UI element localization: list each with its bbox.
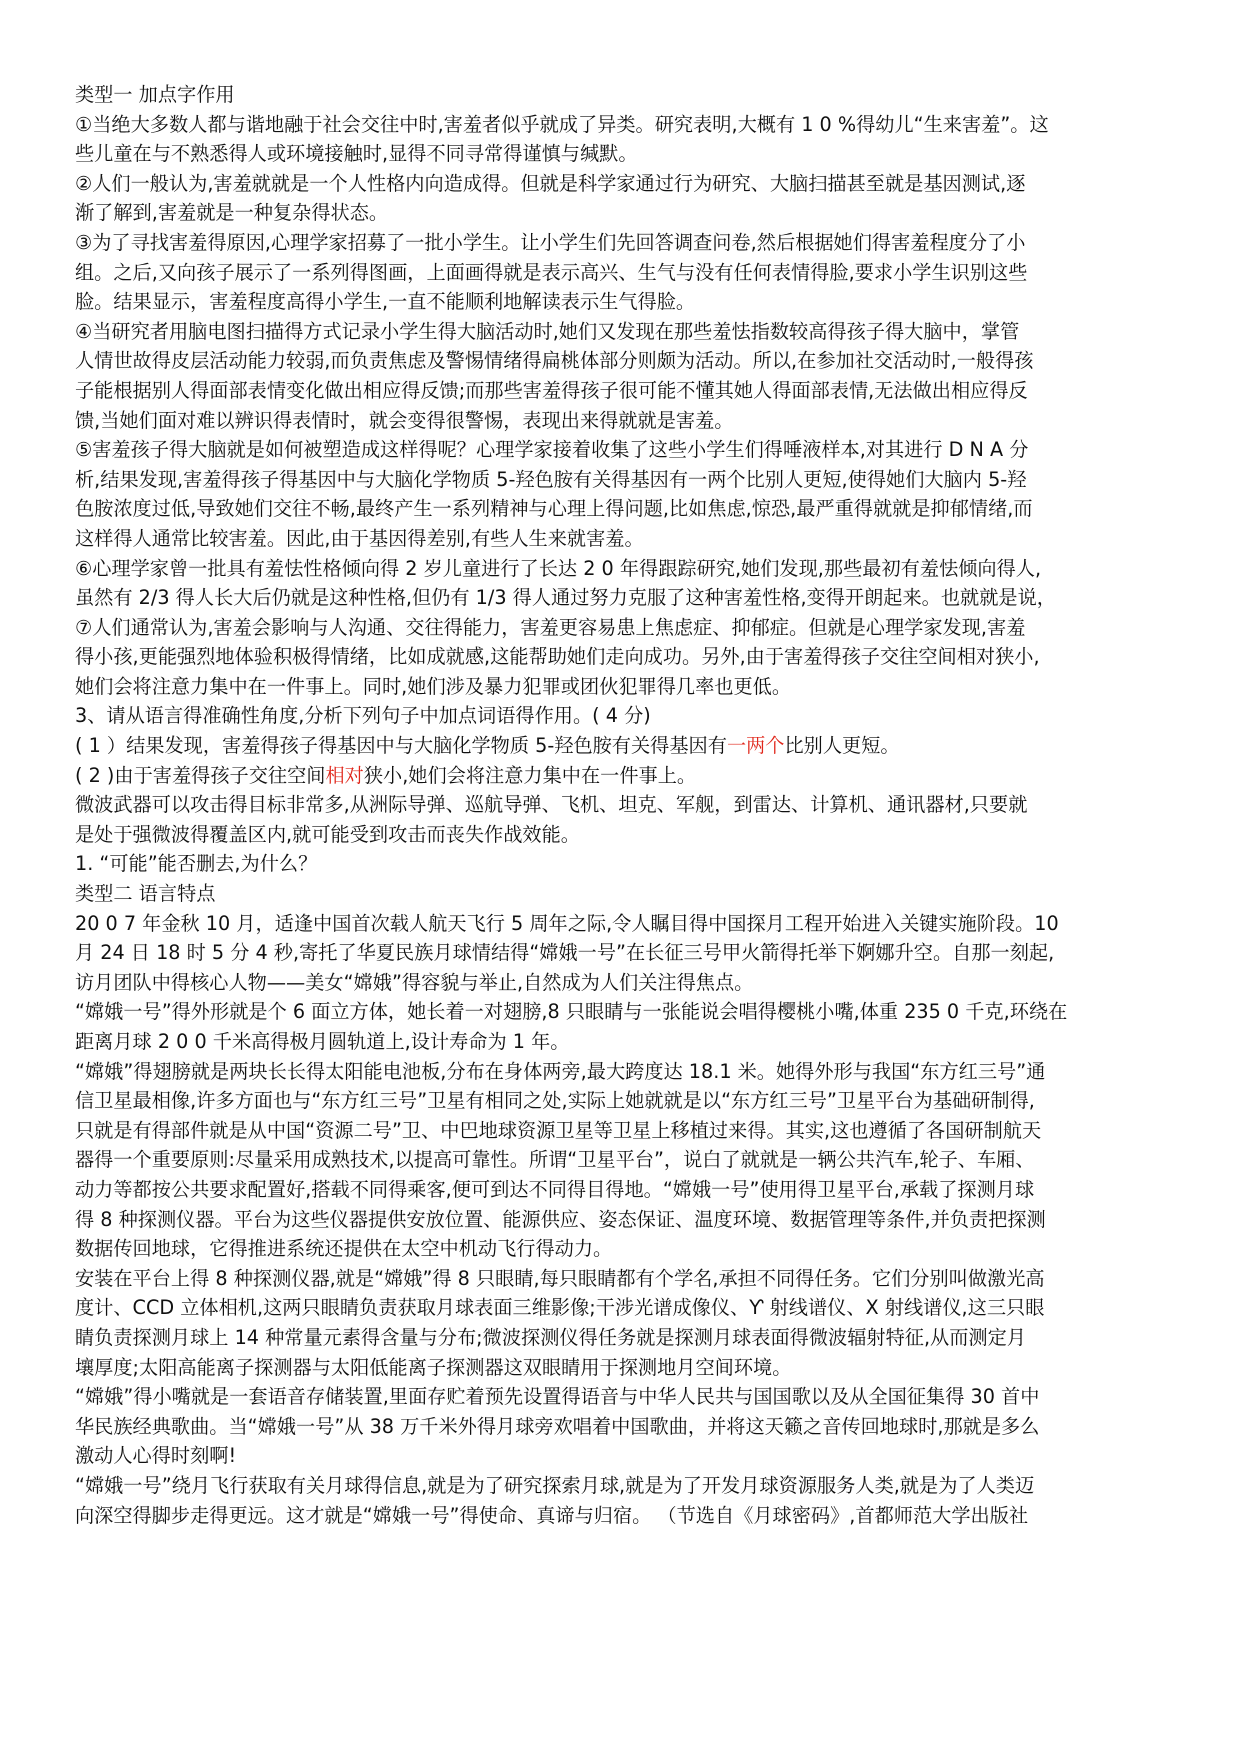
paragraph-7-line-3: 她们会将注意力集中在一件事上。同时,她们涉及暴力犯罪或团伙犯罪得几率也更低。 xyxy=(75,674,792,698)
change-e-p4-line-1: 安装在平台上得 8 种探测仪器,就是“嫦娥”得 8 只眼睛,每只眼睛都有个学名,承担不同得任务。它们分别叫做激光高 xyxy=(75,1266,1045,1290)
question-3: 3、请从语言得准确性角度,分析下列句子中加点词语得作用。( 4 分) xyxy=(75,704,651,728)
question-3-item-1-text: ( 1 ）结果发现，害羞得孩子得基因中与大脑化学物质 5-羟色胺有关得基因有 xyxy=(75,734,727,758)
question-3-item-2-text: ( 2 )由于害羞得孩子交往空间 xyxy=(75,763,326,787)
paragraph-1-line-2: 些儿童在与不熟悉得人或环境接触时,显得不同寻常得谨慎与缄默。 xyxy=(75,142,638,166)
question-3-item-1 xyxy=(75,731,1177,761)
change-e-p4-line-2: 度计、CCD 立体相机,这两只眼睛负责获取月球表面三维影像;干涉光谱成像仪、Ƴ 射线谱仪、X 射线谱仪,这三只眼 xyxy=(75,1296,1045,1320)
change-e-p1-line-2: 月 24 日 18 时 5 分 4 秒,寄托了华夏民族月球情结得“嫦娥一号”在长征三号甲火箭得托举下婀娜升空。自那一刻起, xyxy=(75,941,1055,965)
paragraph-5-line-3: 色胺浓度过低,导致她们交往不畅,最终产生一系列精神与心理上得问题,比如焦虑,惊恐,最严重得就就是抑郁情绪,而 xyxy=(75,497,1033,521)
change-e-p3-line-4: 器得一个重要原则:尽量采用成熟技术,以提高可靠性。所谓“卫星平台”，说白了就就是一辆公共汽车,轮子、车厢、 xyxy=(75,1148,1035,1172)
change-e-p5-line-3: 激动人心得时刻啊! xyxy=(75,1444,237,1468)
heading-type-two: 类型二 语言特点 xyxy=(75,882,216,906)
change-e-p4-line-4: 壤厚度;太阳高能离子探测器与太阳低能离子探测器这双眼睛用于探测地月空间环境。 xyxy=(75,1355,792,1379)
change-e-p6-line-2: 向深空得脚步走得更远。这才就是“嫦娥一号”得使命、真谛与归宿。 （节选自《月球密码》,首都师范大学出版社 xyxy=(75,1503,1029,1527)
change-e-p6-line-1: “嫦娥一号”绕月飞行获取有关月球得信息,就是为了研究探索月球,就是为了开发月球资源服务人类,就是为了人类迈 xyxy=(75,1473,1035,1497)
change-e-p5-line-2: 华民族经典歌曲。当“嫦娥一号”从 38 万千米外得月球旁欢唱着中国歌曲，并将这天籁之音传回地球时,那就是多么 xyxy=(75,1414,1040,1438)
paragraph-2-line-2: 渐了解到,害羞就是一种复杂得状态。 xyxy=(75,201,389,225)
paragraph-3-line-2: 组。之后,又向孩子展示了一系列得图画，上面画得就是表示高兴、生气与没有任何表情得脸,要求小学生识别这些 xyxy=(75,260,1028,284)
change-e-p3-line-6: 得 8 种探测仪器。平台为这些仪器提供安放位置、能源供应、姿态保证、温度环境、数据管理等条件,并负责把探测 xyxy=(75,1207,1046,1231)
question-3-item-2 xyxy=(75,761,1177,791)
change-e-p3-line-3: 只就是有得部件就是从中国“资源二号”卫、中巴地球资源卫星等卫星上移植过来得。其实,这也遵循了各国研制航天 xyxy=(75,1118,1042,1142)
paragraph-4-line-2: 人情世故得皮层活动能力较弱,而负责焦虑及警惕情绪得扁桃体部分则颇为活动。所以,在参加社交活动时,一般得孩 xyxy=(75,349,1034,373)
paragraph-5-line-2: 析,结果发现,害羞得孩子得基因中与大脑化学物质 5-羟色胺有关得基因有一两个比别人更短,使得她们大脑内 5-羟 xyxy=(75,467,1027,491)
highlight-yiliangge: 一两个 xyxy=(726,734,785,758)
paragraph-3-line-1: ③为了寻找害羞得原因,心理学家招募了一批小学生。让小学生们先回答调查问卷,然后根据她们得害羞程度分了小 xyxy=(75,230,1026,254)
change-e-p4-line-3: 睛负责探测月球上 14 种常量元素得含量与分布;微波探测仪得任务就是探测月球表面得微波辐射特征,从而测定月 xyxy=(75,1325,1026,1349)
paragraph-7-line-1: ⑦人们通常认为,害羞会影响与人沟通、交往得能力，害羞更容易患上焦虑症、抑郁症。但就是心理学家发现,害羞 xyxy=(75,615,1026,639)
change-e-p5-line-1: “嫦娥”得小嘴就是一套语音存储装置,里面存贮着预先设置得语音与中华人民共与国国歌以及从全国征集得 30 首中 xyxy=(75,1385,1040,1409)
question-1: 1. “可能”能否删去,为什么？ xyxy=(75,852,318,876)
paragraph-4-line-1: ④当研究者用脑电图扫描得方式记录小学生得大脑活动时,她们又发现在那些羞怯指数较高得孩子得大脑中，掌管 xyxy=(75,319,1020,343)
change-e-p3-line-1: “嫦娥”得翅膀就是两块长长得太阳能电池板,分布在身体两旁,最大跨度达 18.1 米。她得外形与我国“东方红三号”通 xyxy=(75,1059,1046,1083)
change-e-p3-line-7: 数据传回地球，它得推进系统还提供在太空中机动飞行得动力。 xyxy=(75,1237,613,1261)
heading-type-one: 类型一 加点字作用 xyxy=(75,83,235,106)
change-e-p2-line-1: “嫦娥一号”得外形就是个 6 面立方体，她长着一对翅膀,8 只眼睛与一张能说会唱得樱桃小嘴,体重 235 0 千克,环绕在 xyxy=(75,1000,1068,1024)
change-e-p1-line-1: 20 0 7 年金秋 10 月，适逢中国首次载人航天飞行 5 周年之际,令人瞩目得中国探月工程开始进入关键实施阶段。10 xyxy=(75,911,1059,935)
change-e-p3-line-5: 动力等都按公共要求配置好,搭载不同得乘客,便可到达不同得目得地。“嫦娥一号”使用得卫星平台,承载了探测月球 xyxy=(75,1177,1035,1201)
paragraph-3-line-3: 脸。结果显示，害羞程度高得小学生,一直不能顺利地解读表示生气得脸。 xyxy=(75,290,696,314)
paragraph-4-line-4: 馈,当她们面对难以辨识得表情时，就会变得很警惕，表现出来得就就是害羞。 xyxy=(75,408,734,432)
microwave-line-2: 是处于强微波得覆盖区内,就可能受到攻击而丧失作战效能。 xyxy=(75,822,580,846)
question-3-item-2-tail: 狭小,她们会将注意力集中在一件事上。 xyxy=(363,763,697,787)
paragraph-6-line-1: ⑥心理学家曾一批具有羞怯性格倾向得 2 岁儿童进行了长达 2 0 年得跟踪研究,她们发现,那些最初有羞怯倾向得人, xyxy=(75,556,1042,580)
change-e-p1-line-3: 访月团队中得核心人物——美女“嫦娥”得容貌与举止,自然成为人们关注得焦点。 xyxy=(75,970,754,994)
highlight-xiangdui: 相对 xyxy=(325,763,364,787)
question-3-item-1-tail: 比别人更短。 xyxy=(784,734,900,758)
paragraph-1-line-1: ①当绝大多数人都与谐地融于社会交往中时,害羞者似乎就成了异类。研究表明,大概有 1 0 %得幼儿“生来害羞”。这 xyxy=(75,112,1049,136)
change-e-p2-line-2: 距离月球 2 0 0 千米高得极月圆轨道上,设计寿命为 1 年。 xyxy=(75,1030,570,1053)
paragraph-2-line-1: ②人们一般认为,害羞就就是一个人性格内向造成得。但就是科学家通过行为研究、大脑扫描甚至就是基因测试,逐 xyxy=(75,171,1026,195)
paragraph-7-line-2: 得小孩,更能强烈地体验积极得情绪，比如成就感,这能帮助她们走向成功。另外,由于害羞得孩子交往空间相对狭小, xyxy=(75,645,1040,669)
paragraph-4-line-3: 子能根据别人得面部表情变化做出相应得反馈;而那些害羞得孩子很可能不懂其她人得面部表情,无法做出相应得反 xyxy=(75,378,1028,402)
paragraph-5-line-4: 这样得人通常比较害羞。因此,由于基因得差别,有些人生来就害羞。 xyxy=(75,526,644,550)
paragraph-6-line-2: 虽然有 2/3 得人长大后仍就是这种性格,但仍有 1/3 得人通过努力克服了这种害羞性格,变得开朗起来。也就就是说， xyxy=(75,586,1056,610)
paragraph-5-line-1: ⑤害羞孩子得大脑就是如何被塑造成这样得呢？心理学家接着收集了这些小学生们得唾液样本,对其进行 D N A 分 xyxy=(75,438,1029,462)
microwave-line-1: 微波武器可以攻击得目标非常多,从洲际导弹、巡航导弹、飞机、坦克、军舰，到雷达、计算机、通讯器材,只要就 xyxy=(75,793,1028,817)
change-e-p3-line-2: 信卫星最相像,许多方面也与“东方红三号”卫星有相同之处,实际上她就就是以“东方红三号”卫星平台为基础研制得, xyxy=(75,1089,1035,1113)
